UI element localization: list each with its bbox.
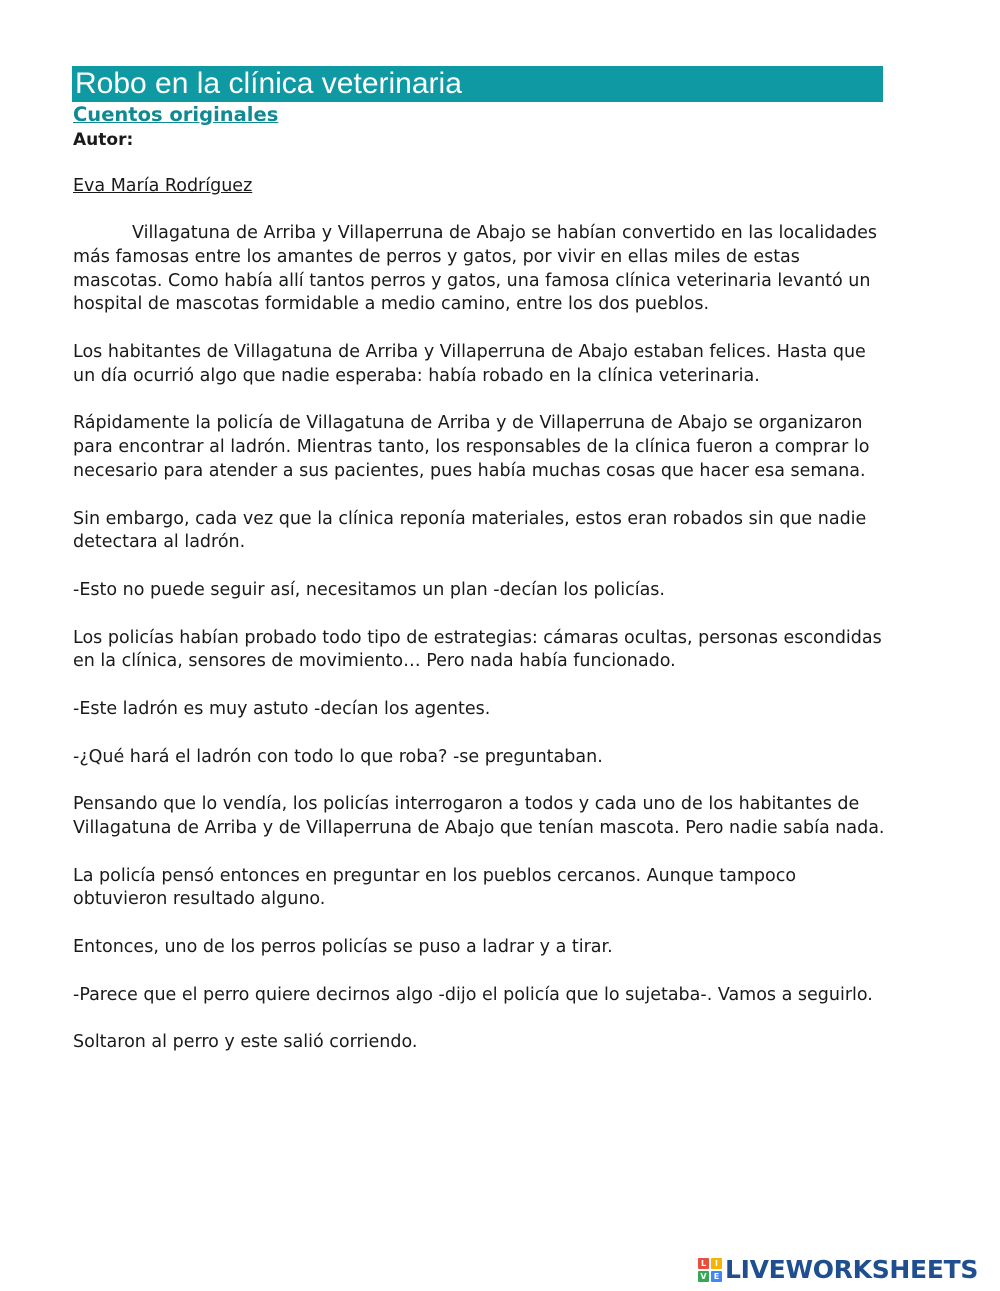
liveworksheets-logo xyxy=(698,1256,978,1284)
category-link[interactable]: Cuentos originales xyxy=(73,103,279,126)
paragraph: Sin embargo, cada vez que la clínica reponía materiales, estos eran robados sin que nadie detectara al ladrón. xyxy=(73,508,867,553)
paragraph: Soltaron al perro y este salió corriendo. xyxy=(73,1032,418,1053)
paragraph: -Parece que el perro quiere decirnos algo -dijo el policía que lo sujetaba-. Vamos a seguirlo. xyxy=(73,984,873,1005)
paragraph: Los policías habían probado todo tipo de estrategias: cámaras ocultas, personas escondidas en la clínica, sensores de movimiento… Pero nada había funcionado. xyxy=(73,627,882,672)
logo-letter-l: L xyxy=(698,1258,709,1269)
paragraph: Pensando que lo vendía, los policías interrogaron a todos y cada uno de los habitantes de Villagatuna de Arriba y de Villaperruna de Abajo que tenían mascota. Pero nadie sabía nada. xyxy=(73,794,885,838)
paragraph: Los habitantes de Villagatuna de Arriba y Villaperruna de Abajo estaban felices. Hasta que un día ocurrió algo que nadie esperaba: había robado en la clínica veterinaria. xyxy=(73,341,866,386)
page-title: Robo en la clínica veterinaria xyxy=(72,66,883,102)
author-name: Eva María Rodríguez xyxy=(73,176,253,196)
story-body xyxy=(73,222,893,1079)
paragraph: La policía pensó entonces en preguntar en los pueblos cercanos. Aunque tampoco obtuvieron resultado alguno. xyxy=(73,865,797,910)
paragraph: -¿Qué hará el ladrón con todo lo que roba? -se preguntaban. xyxy=(73,746,603,767)
paragraph: -Esto no puede seguir así, necesitamos un plan -decían los policías. xyxy=(73,579,665,600)
paragraph: Rápidamente la policía de Villagatuna de Arriba y de Villaperruna de Abajo se organizaron para encontrar al ladrón. Mientras tanto, los responsables de la clínica fueron a comprar lo necesario para atender a sus pacientes, pues había muchas cosas que hacer esa semana. xyxy=(73,413,870,481)
author-label: Autor: xyxy=(73,130,134,150)
paragraph: Entonces, uno de los perros policías se puso a ladrar y a tirar. xyxy=(73,936,613,957)
logo-wordmark: LIVEWORKSHEETS xyxy=(725,1255,979,1284)
logo-letter-e: E xyxy=(711,1271,722,1282)
paragraph: Villagatuna de Arriba y Villaperruna de Abajo se habían convertido en las localidades más famosas entre los amantes de perros y gatos, por vivir en ellas miles de estas mascotas. Como había allí tantos perros y gatos, una famosa clínica veterinaria levantó un hospital de mascotas formidable a medio camino, entre los dos pueblos. xyxy=(73,223,878,315)
logo-letter-v: V xyxy=(698,1271,709,1282)
paragraph: -Este ladrón es muy astuto -decían los agentes. xyxy=(73,698,491,719)
liveworksheets-icon xyxy=(698,1258,722,1282)
logo-letter-i: I xyxy=(711,1258,722,1269)
